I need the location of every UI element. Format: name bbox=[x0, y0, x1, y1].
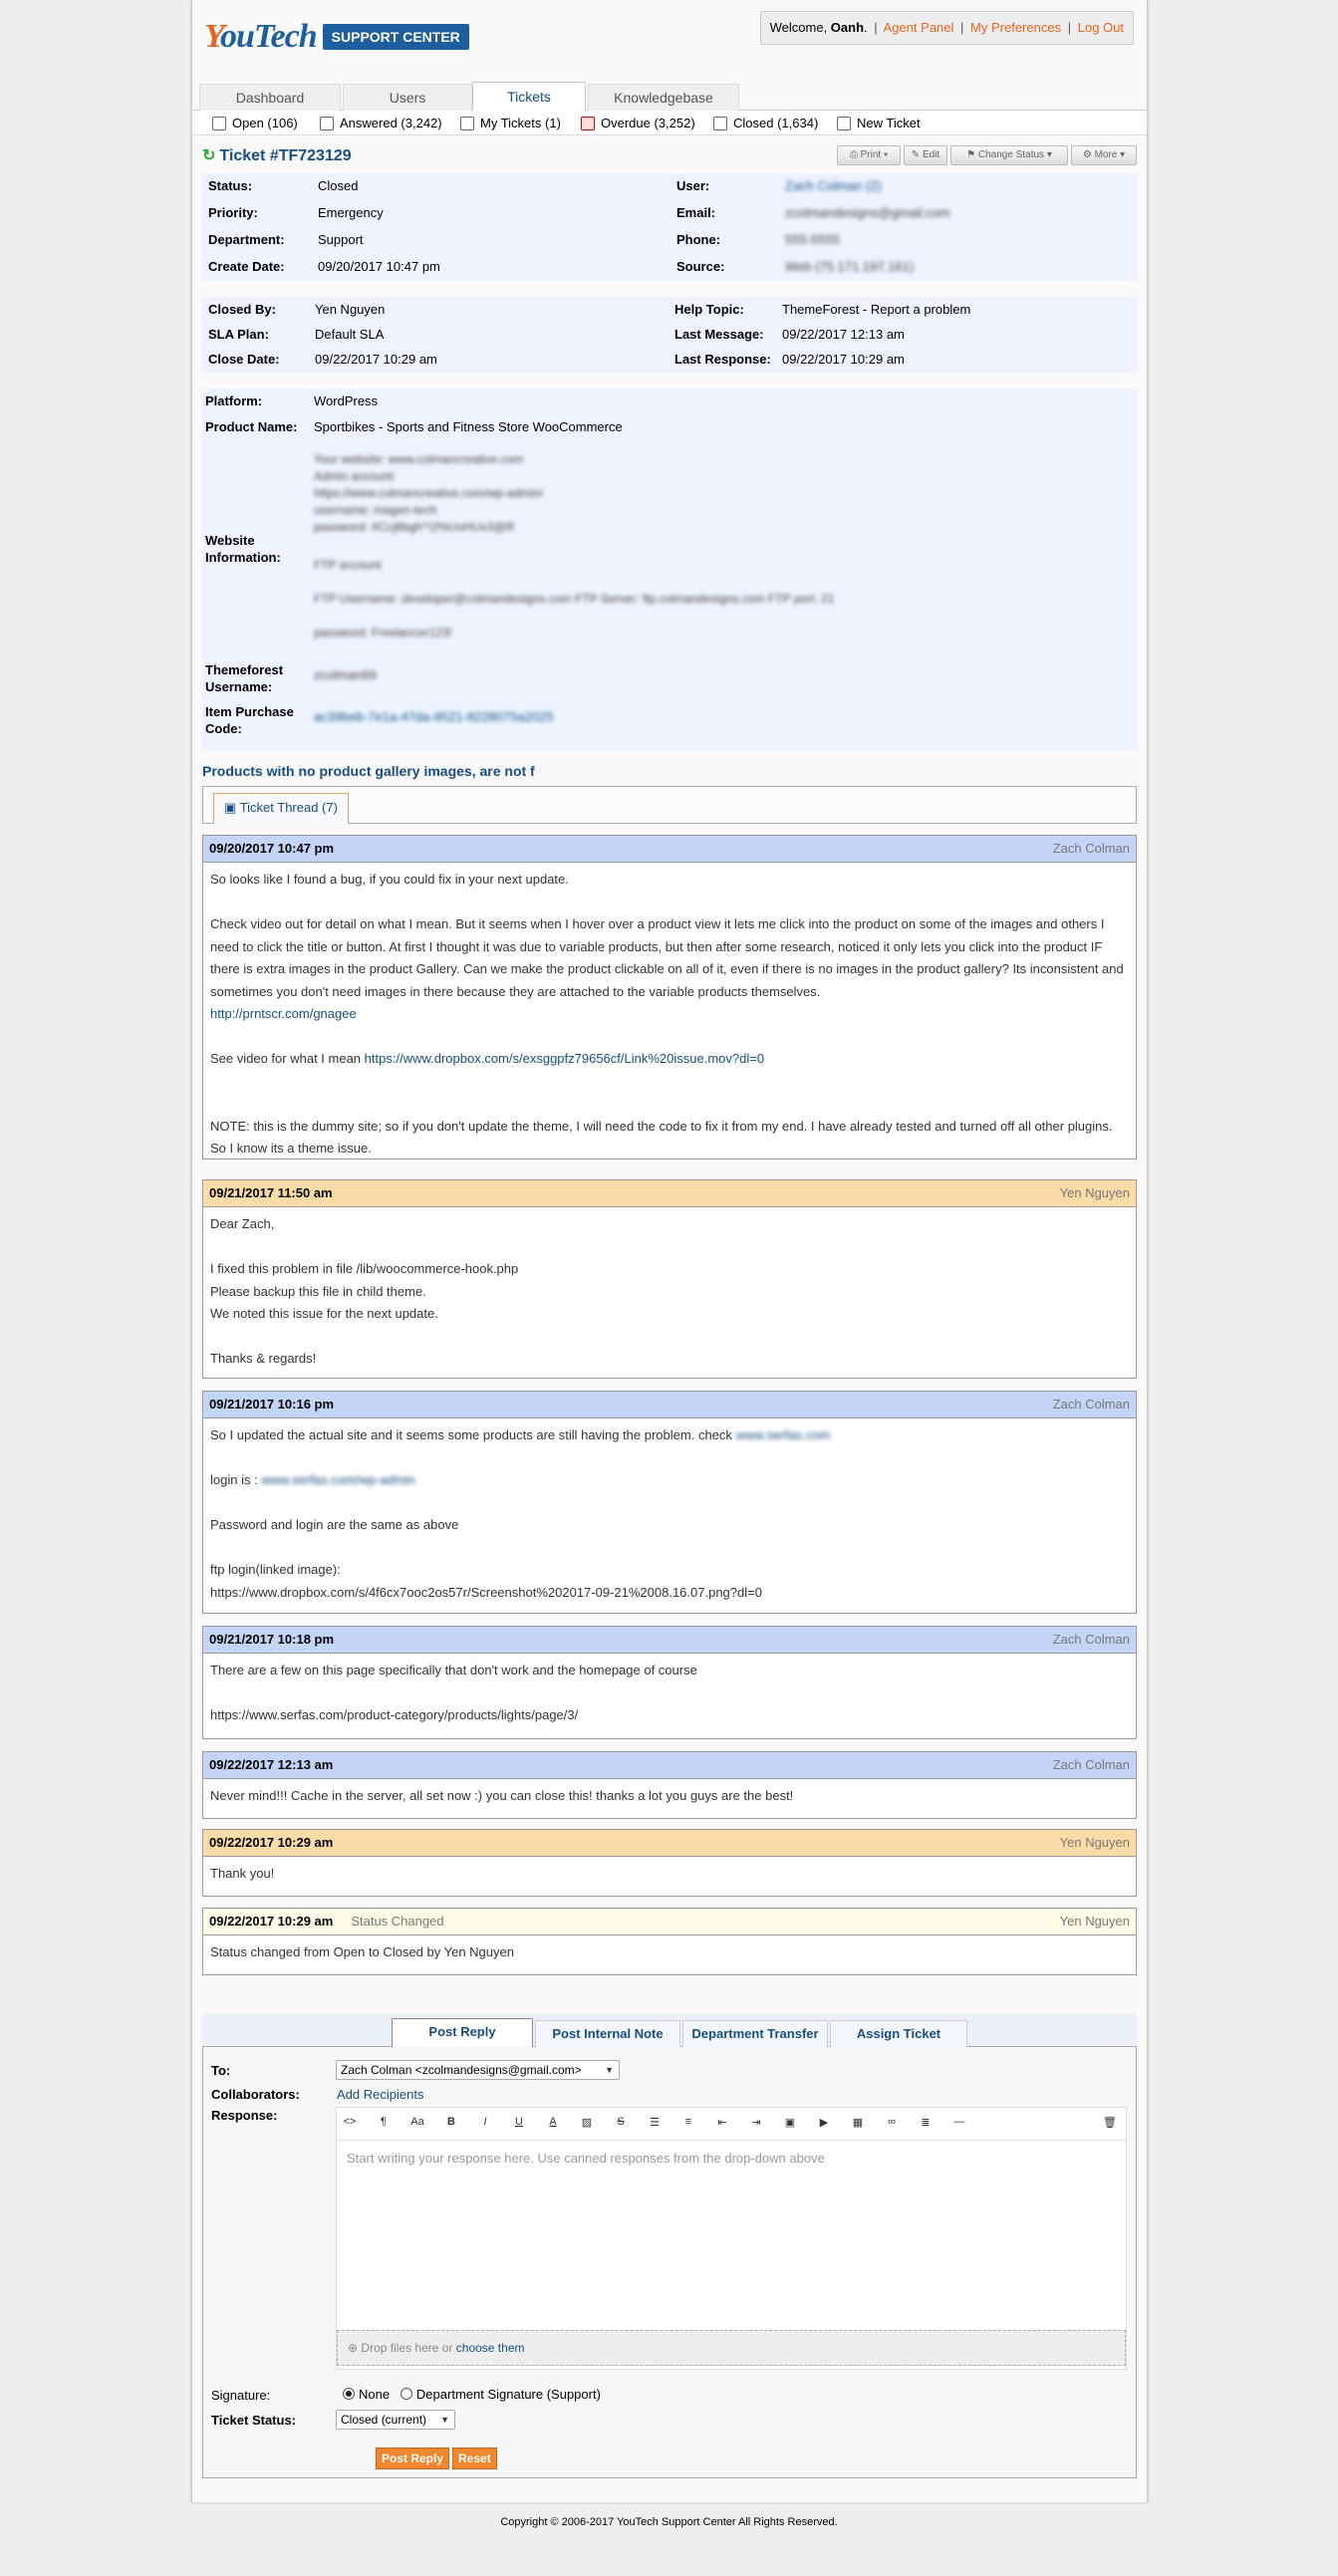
ordered-list-icon[interactable]: ≡ bbox=[684, 2116, 692, 2128]
editor-toolbar bbox=[337, 2108, 1126, 2141]
entry-date: 09/21/2017 10:16 pm bbox=[209, 1397, 335, 1412]
ticket-info-basic: Status: Closed Priority: Emergency Department: Support Create Date: 09/20/2017 10:47 pm User: Zach Colman (2) Email: zcolmandesigns@gmail.com Phone: 555-5555 Source: Web (75.171.197.161) bbox=[202, 173, 1137, 281]
ticket-user[interactable]: Zach Colman (2) bbox=[785, 178, 882, 193]
website-info: Your website: www.colmancreative.com Admin account: https://www.colmancreative.com/wp-admin/ username: magen-tech password: #Ccj8bgh^!2%UoHUx3@R FTP account FTP Username: developer@colmandesigns.com FTP Server: ftp.colmandesigns.com FTP port: 21 password: Freelancer123! bbox=[314, 452, 835, 640]
logo-tag: SUPPORT CENTER bbox=[323, 24, 469, 50]
italic-icon[interactable]: I bbox=[483, 2116, 487, 2128]
ticket-subnav bbox=[192, 111, 1147, 135]
ticket-create-date: 09/20/2017 10:47 pm bbox=[318, 259, 440, 274]
font-color-icon[interactable]: A bbox=[549, 2116, 557, 2128]
link-icon[interactable]: ∞ bbox=[888, 2116, 896, 2128]
ticket-info-close: Closed By: Yen Nguyen SLA Plan: Default SLA Close Date: 09/22/2017 10:29 am Help Topic: ThemeForest - Report a problem Last Message: 09/22/2017 12:13 am Last Response: 09/22/2017 10:29 am bbox=[202, 297, 1137, 373]
subnav-closed[interactable]: Closed (1,634) bbox=[713, 116, 818, 130]
event-type: Status Changed bbox=[351, 1914, 444, 1929]
print-button[interactable]: ⎙ Print ▾ bbox=[837, 145, 901, 165]
bold-icon[interactable]: B bbox=[447, 2116, 455, 2128]
paragraph-icon[interactable]: ¶ bbox=[381, 2116, 387, 2128]
thread-icon: ▣ bbox=[224, 800, 237, 815]
entry-link[interactable]: www.serfas.com bbox=[735, 1427, 831, 1442]
refresh-icon[interactable]: ↻ bbox=[202, 147, 216, 164]
ticket-header bbox=[202, 145, 1137, 167]
username: Oanh bbox=[830, 20, 865, 35]
logo[interactable] bbox=[204, 18, 469, 56]
tab-users[interactable]: Users bbox=[343, 84, 472, 111]
preferences-link[interactable]: My Preferences bbox=[970, 20, 1062, 35]
more-button[interactable]: ⚙ More ▾ bbox=[1071, 145, 1137, 165]
closed-by: Yen Nguyen bbox=[315, 302, 386, 317]
underline-icon[interactable]: U bbox=[515, 2116, 523, 2128]
new-ticket-icon bbox=[837, 117, 851, 130]
open-tickets-icon bbox=[212, 117, 226, 130]
add-recipients-link[interactable]: Add Recipients bbox=[337, 2087, 424, 2102]
entry-author: Yen Nguyen bbox=[1059, 1185, 1130, 1200]
reply-tabs bbox=[202, 2014, 1137, 2047]
trash-icon[interactable]: 🗑 bbox=[1103, 2117, 1117, 2129]
entry-link[interactable]: http://prntscr.com/gnagee bbox=[210, 1006, 357, 1021]
outdent-icon[interactable]: ⇤ bbox=[717, 2117, 727, 2129]
tab-tickets[interactable]: Tickets bbox=[472, 82, 586, 112]
ticket-info-custom: Platform: WordPress Product Name: Sportbikes - Sports and Fitness Store WooCommerce Website Information: Your website: www.colmancreative.com Admin account: https://www.colmancreative.com/wp-admin/ username: magen-tech password: #Ccj8bgh^!2%UoHUx3@R FTP account FTP Username: developer@colmandesigns.com FTP Server: ftp.colmandesigns.com FTP port: 21 password: Freelancer123! Themeforest Username: zcolman69 Item Purchase Code: ac39beb-7e1a-47da-9521-8228075a2025 bbox=[202, 388, 1137, 751]
tab-internal-note[interactable]: Post Internal Note bbox=[535, 2020, 680, 2047]
tab-dashboard[interactable]: Dashboard bbox=[199, 84, 341, 111]
main-content bbox=[202, 145, 1137, 2465]
entry-body: So I updated the actual site and it seems some products are still having the problem. check www.serfas.com login is : www.serfas.com/wp-admin Password and login are the same as above ftp login(linked image): https://www.dropbox.com/s/4f6cx7ooc2os57r/Screenshot%202017-09-21%2008.16.07.png?dl=0 bbox=[210, 1427, 831, 1600]
tab-assign-ticket[interactable]: Assign Ticket bbox=[830, 2020, 967, 2047]
entry-date: 09/22/2017 10:29 am bbox=[209, 1835, 334, 1850]
themeforest-username: zcolman69 bbox=[314, 667, 377, 682]
tab-post-reply[interactable]: Post Reply bbox=[392, 2018, 533, 2049]
thread-entry bbox=[202, 1179, 1137, 1379]
close-date: 09/22/2017 10:29 am bbox=[315, 352, 437, 367]
file-dropzone[interactable]: ⊕ Drop files here or choose them bbox=[337, 2330, 1126, 2366]
entry-body: Never mind!!! Cache in the server, all set now :) you can close this! thanks a lot you guys are the best! bbox=[210, 1788, 794, 1803]
product-name: Sportbikes - Sports and Fitness Store WooCommerce bbox=[314, 419, 623, 434]
upload-icon: ⊕ bbox=[348, 2341, 359, 2355]
table-icon[interactable]: ▦ bbox=[852, 2117, 864, 2129]
signature-options bbox=[343, 2387, 601, 2402]
reply-form: To: Zach Colman <zcolmandesigns@gmail.com> ▼ Collaborators: Add Recipients Response: <> ¶ Aa B I U A ▨ S ☰ ≡ ⇤ ⇥ ▣ ▶ ▦ ∞ ≣ — 🗑 Start writing your response here. Use canned responses from the drop-down above ⊕ Drop files here or choose them Signature: None Department Signature (Support) Ticket Status: Closed (current) ▼ Post Reply Reset bbox=[202, 2047, 1137, 2478]
entry-date: 09/21/2017 10:18 pm bbox=[209, 1632, 335, 1647]
entry-date: 09/22/2017 10:29 am bbox=[209, 1914, 334, 1929]
entry-body: So looks like I found a bug, if you could fix in your next update. Check video out for detail on what I mean. But it seems when I hover over a product view it lets me click into the product on some of the images and others I need to click the title or button. At first I thought it was due to variable products, but then after some research, noticed it only lets you click into the product IF there is extra images in the product Gallery. Can we make the product clickable on all of it, even if there is no images in the product gallery? Its inconsistent and sometimes you don't need images in there because they are attached to the variable products themselves. http://prntscr.com/gnagee See video for what I mean https://www.dropbox.com/s/exsggpfz79656cf/Link%20issue.mov?dl=0 NOTE: this is the dummy site; so if you don't update the theme, I will need the code to fix it from my end. I have already tested and turned off all other plugins. So I know its a theme issue. bbox=[210, 872, 1124, 1156]
entry-author: Zach Colman bbox=[1052, 841, 1130, 856]
entry-body: Dear Zach, I fixed this problem in file /lib/woocommerce-hook.php Please backup this file in child theme. We noted this issue for the next update. Thanks & regards! bbox=[210, 1216, 519, 1366]
align-icon[interactable]: ≣ bbox=[921, 2117, 931, 2129]
response-textarea[interactable]: Start writing your response here. Use canned responses from the drop-down above bbox=[347, 2151, 825, 2166]
ticket-email: zcolmandesigns@gmail.com bbox=[785, 205, 950, 220]
thread-event bbox=[202, 1908, 1137, 1975]
font-size-icon[interactable]: Aa bbox=[410, 2116, 424, 2128]
answered-icon bbox=[320, 117, 334, 130]
thread-entry bbox=[202, 1391, 1137, 1614]
logout-link[interactable]: Log Out bbox=[1077, 20, 1124, 35]
entry-author: Zach Colman bbox=[1052, 1397, 1130, 1412]
purchase-code: ac39beb-7e1a-47da-9521-8228075a2025 bbox=[314, 709, 554, 724]
response-editor bbox=[336, 2107, 1127, 2370]
entry-body: Status changed from Open to Closed by Yen Nguyen bbox=[210, 1944, 514, 1959]
ticket-status-select[interactable]: Closed (current) ▼ bbox=[336, 2410, 455, 2430]
thread-entry bbox=[202, 1829, 1137, 1897]
entry-link[interactable]: https://www.dropbox.com/s/exsggpfz79656cf/Link%20issue.mov?dl=0 bbox=[364, 1051, 765, 1066]
entry-link[interactable]: www.serfas.com/wp-admin bbox=[261, 1472, 415, 1487]
subnav-new-ticket[interactable]: New Ticket bbox=[837, 116, 921, 130]
entry-body: There are a few on this page specifically that don't work and the homepage of course https://www.serfas.com/product-category/products/lights/page/3/ bbox=[210, 1663, 697, 1722]
overdue-icon bbox=[581, 117, 595, 130]
entry-author: Yen Nguyen bbox=[1059, 1914, 1130, 1929]
thread-entry bbox=[202, 1751, 1137, 1819]
my-tickets-icon bbox=[460, 117, 474, 130]
tab-department-transfer[interactable]: Department Transfer bbox=[682, 2020, 828, 2047]
platform: WordPress bbox=[314, 393, 379, 408]
unordered-list-icon[interactable]: ☰ bbox=[650, 2117, 660, 2129]
ticket-phone: 555-5555 bbox=[785, 232, 840, 247]
strikethrough-icon[interactable]: S bbox=[617, 2116, 625, 2128]
thread-entry bbox=[202, 1626, 1137, 1739]
agent-panel-link[interactable]: Agent Panel bbox=[883, 20, 954, 35]
help-topic: ThemeForest - Report a problem bbox=[782, 302, 971, 317]
closed-icon bbox=[713, 117, 727, 130]
video-icon[interactable]: ▶ bbox=[819, 2117, 829, 2129]
thread-entry bbox=[202, 835, 1137, 1159]
last-response: 09/22/2017 10:29 am bbox=[782, 352, 905, 367]
entry-date: 09/22/2017 12:13 am bbox=[209, 1757, 334, 1772]
ticket-number[interactable]: Ticket #TF723129 bbox=[219, 147, 352, 164]
entry-date: 09/20/2017 10:47 pm bbox=[209, 841, 335, 856]
page-container bbox=[191, 0, 1148, 2502]
signature-department[interactable]: Department Signature (Support) bbox=[401, 2387, 601, 2402]
entry-author: Yen Nguyen bbox=[1059, 1835, 1130, 1850]
header bbox=[192, 0, 1147, 74]
image-icon[interactable]: ▣ bbox=[784, 2117, 796, 2129]
last-message: 09/22/2017 12:13 am bbox=[782, 327, 905, 342]
sla-plan: Default SLA bbox=[315, 327, 385, 342]
subnav-answered[interactable]: Answered (3,242) bbox=[320, 116, 442, 130]
ticket-subject: Products with no product gallery images, are not f bbox=[202, 763, 535, 779]
ticket-source: Web (75.171.197.161) bbox=[785, 259, 915, 274]
thread-tabs bbox=[202, 786, 1137, 824]
main-nav bbox=[192, 80, 1147, 111]
chevron-down-icon: ▼ bbox=[440, 2415, 449, 2425]
background-color-icon[interactable]: ▨ bbox=[581, 2117, 593, 2129]
user-info: Welcome, Oanh. | Agent Panel | My Preferences | Log Out bbox=[760, 11, 1134, 45]
choose-files-link[interactable]: choose them bbox=[455, 2341, 525, 2355]
entry-author: Zach Colman bbox=[1052, 1757, 1130, 1772]
horizontal-rule-icon[interactable]: — bbox=[953, 2116, 965, 2128]
change-status-button[interactable]: ⚑ Change Status ▾ bbox=[950, 145, 1068, 165]
post-reply-button[interactable]: Post Reply bbox=[376, 2447, 449, 2469]
ticket-priority: Emergency bbox=[318, 205, 384, 220]
subnav-overdue[interactable]: Overdue (3,252) bbox=[581, 116, 695, 130]
logo-text: YouTech bbox=[204, 18, 317, 55]
entry-body: Thank you! bbox=[210, 1866, 275, 1881]
subnav-my-tickets[interactable]: My Tickets (1) bbox=[460, 116, 561, 130]
reset-button[interactable]: Reset bbox=[452, 2447, 497, 2469]
indent-icon[interactable]: ⇥ bbox=[751, 2117, 761, 2129]
welcome-text: Welcome, bbox=[769, 20, 831, 35]
footer-copyright: Copyright © 2006-2017 YouTech Support Center All Rights Reserved. bbox=[500, 2516, 838, 2528]
ticket-title bbox=[202, 145, 352, 165]
signature-none[interactable]: None bbox=[343, 2387, 390, 2402]
entry-author: Zach Colman bbox=[1052, 1632, 1130, 1647]
subnav-open[interactable]: Open (106) bbox=[212, 116, 298, 130]
tab-knowledgebase[interactable]: Knowledgebase bbox=[588, 84, 739, 111]
entry-date: 09/21/2017 11:50 am bbox=[209, 1185, 333, 1200]
to-select[interactable]: Zach Colman <zcolmandesigns@gmail.com> ▼ bbox=[336, 2060, 620, 2080]
chevron-down-icon: ▼ bbox=[605, 2065, 614, 2075]
ticket-status: Closed bbox=[318, 178, 359, 193]
ticket-department: Support bbox=[318, 232, 364, 247]
radio-icon bbox=[401, 2388, 412, 2400]
radio-icon bbox=[343, 2388, 355, 2400]
tab-ticket-thread[interactable]: ▣ Ticket Thread (7) bbox=[213, 793, 349, 824]
code-view-icon[interactable]: <> bbox=[343, 2116, 357, 2128]
edit-button[interactable]: ✎ Edit bbox=[904, 145, 947, 165]
